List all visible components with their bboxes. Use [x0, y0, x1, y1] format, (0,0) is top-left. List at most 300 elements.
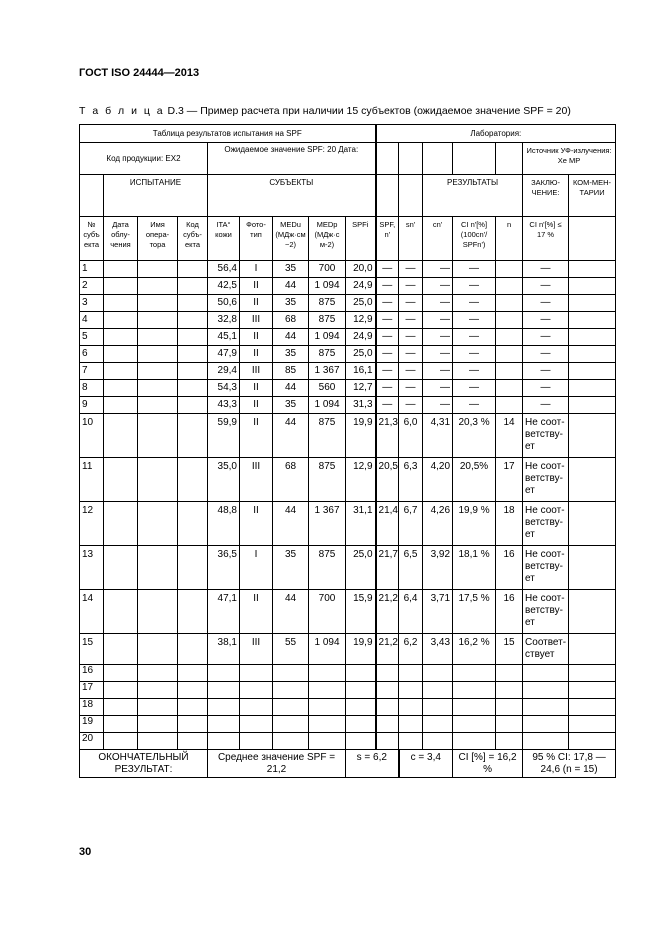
table-row — [80, 278, 616, 295]
table-row — [80, 414, 616, 458]
group-test: ИСПЫТАНИЕ — [104, 175, 208, 217]
cell-sn: — — [399, 329, 423, 346]
group-results: РЕЗУЛЬТАТЫ — [423, 175, 523, 217]
cell-num: 10 — [80, 414, 104, 458]
cell-spf: — — [376, 346, 399, 363]
cell-medp: 875 — [309, 346, 346, 363]
cell-conc: Не соот-ветству-ет — [523, 502, 569, 546]
col-date: Дата облу-чения — [104, 217, 138, 261]
cell-conc: Не соот-ветству-ет — [523, 414, 569, 458]
cell-sn: 6,5 — [399, 546, 423, 590]
cell-medp: 875 — [309, 458, 346, 502]
cell-conc: — — [523, 397, 569, 414]
cell-ci: 20,3 % — [453, 414, 496, 458]
table-row — [80, 363, 616, 380]
cell-type: II — [240, 590, 273, 634]
cell-ci: — — [453, 329, 496, 346]
cell-comment — [569, 733, 616, 750]
page-number: 30 — [79, 846, 92, 858]
cell-spfi: 25,0 — [346, 546, 376, 590]
cell-date — [104, 414, 138, 458]
table-row — [80, 380, 616, 397]
cell-medu: 44 — [273, 278, 309, 295]
cell-medp: 875 — [309, 295, 346, 312]
cell-spf: — — [376, 363, 399, 380]
cell-num: 8 — [80, 380, 104, 397]
final-confidence: 95 % CI: 17,8 — 24,6 (n = 15) — [523, 750, 616, 778]
cell-ita: 47,9 — [208, 346, 240, 363]
cell-medp: 700 — [309, 261, 346, 278]
cell-spf: — — [376, 397, 399, 414]
cell-spf — [376, 733, 399, 750]
cell-code — [178, 312, 208, 329]
cell-medp — [309, 699, 346, 716]
cell-spfi: 25,0 — [346, 346, 376, 363]
cell-code — [178, 716, 208, 733]
cell-medu — [273, 665, 309, 682]
cell-cn — [423, 665, 453, 682]
cell-cn: 3,43 — [423, 634, 453, 665]
cell-sn: — — [399, 312, 423, 329]
cell-comment — [569, 590, 616, 634]
col-n: n — [496, 217, 523, 261]
cell-n — [496, 363, 523, 380]
cell-num: 4 — [80, 312, 104, 329]
cell-sn: — — [399, 261, 423, 278]
cell-sn — [399, 699, 423, 716]
cell-operator — [138, 665, 178, 682]
cell-spfi: 15,9 — [346, 590, 376, 634]
cell-type: II — [240, 414, 273, 458]
cell-date — [104, 397, 138, 414]
cell-comment — [569, 397, 616, 414]
final-ci: CI [%] = 16,2 % — [453, 750, 523, 778]
cell-ita: 32,8 — [208, 312, 240, 329]
cell-conc — [523, 665, 569, 682]
cell-spfi: 25,0 — [346, 295, 376, 312]
cell-code — [178, 458, 208, 502]
cell-comment — [569, 312, 616, 329]
table-row — [80, 590, 616, 634]
table-row — [80, 329, 616, 346]
cell-spf: 20,5 — [376, 458, 399, 502]
cell-date — [104, 634, 138, 665]
cell-date — [104, 699, 138, 716]
cell-n — [496, 346, 523, 363]
cell-type: II — [240, 329, 273, 346]
cell-comment — [569, 414, 616, 458]
cell-spfi — [346, 699, 376, 716]
cell-comment — [569, 502, 616, 546]
cell-n — [496, 699, 523, 716]
col-cn: cn' — [423, 217, 453, 261]
cell-ita: 38,1 — [208, 634, 240, 665]
cell-ci: 20,5% — [453, 458, 496, 502]
cell-ita — [208, 682, 240, 699]
cell-type — [240, 733, 273, 750]
cell-ci: — — [453, 346, 496, 363]
cell-ci — [453, 716, 496, 733]
cell-num: 13 — [80, 546, 104, 590]
cell-medp: 1 094 — [309, 329, 346, 346]
cell-medu: 44 — [273, 414, 309, 458]
cell-ita: 45,1 — [208, 329, 240, 346]
cell-spfi: 24,9 — [346, 278, 376, 295]
cell-num: 11 — [80, 458, 104, 502]
cell-conc: — — [523, 312, 569, 329]
cell-num: 5 — [80, 329, 104, 346]
cell-comment — [569, 261, 616, 278]
cell-spf — [376, 699, 399, 716]
cell-type: III — [240, 363, 273, 380]
cell-date — [104, 295, 138, 312]
cell-date — [104, 261, 138, 278]
cell-type — [240, 699, 273, 716]
cell-code — [178, 546, 208, 590]
cell-operator — [138, 699, 178, 716]
cell-spfi: 12,9 — [346, 458, 376, 502]
cell-code — [178, 733, 208, 750]
cell-medp — [309, 665, 346, 682]
cell-operator — [138, 380, 178, 397]
cell-medu: 35 — [273, 346, 309, 363]
cell-conc — [523, 716, 569, 733]
cell-cn: — — [423, 363, 453, 380]
cell-cn: — — [423, 346, 453, 363]
cell-spf: — — [376, 278, 399, 295]
cell-sn: 6,2 — [399, 634, 423, 665]
table-row — [80, 346, 616, 363]
cell-conc: Не соот-ветству-ет — [523, 458, 569, 502]
cell-operator — [138, 329, 178, 346]
cell-spfi: 31,3 — [346, 397, 376, 414]
cell-medp: 1 367 — [309, 363, 346, 380]
cell-code — [178, 295, 208, 312]
cell-conc — [523, 682, 569, 699]
table-row — [80, 682, 616, 699]
final-result-label: ОКОНЧАТЕЛЬНЫЙ РЕЗУЛЬТАТ: — [80, 750, 208, 778]
cell-ci: — — [453, 312, 496, 329]
cell-ita: 59,9 — [208, 414, 240, 458]
cell-ita: 42,5 — [208, 278, 240, 295]
cell-medu: 85 — [273, 363, 309, 380]
cell-medu — [273, 682, 309, 699]
cell-cn: — — [423, 329, 453, 346]
cell-type: III — [240, 634, 273, 665]
cell-conc: — — [523, 380, 569, 397]
cell-comment — [569, 665, 616, 682]
cell-date — [104, 458, 138, 502]
cell-medu: 44 — [273, 380, 309, 397]
cell-conc: — — [523, 295, 569, 312]
laboratory-label: Лаборатория: — [376, 125, 616, 143]
cell-date — [104, 312, 138, 329]
cell-ita — [208, 716, 240, 733]
cell-spfi: 16,1 — [346, 363, 376, 380]
cell-date — [104, 363, 138, 380]
cell-ita: 47,1 — [208, 590, 240, 634]
table-caption — [79, 105, 571, 117]
cell-ita: 29,4 — [208, 363, 240, 380]
group-conclusion: ЗАКЛЮ-ЧЕНИЕ: — [523, 175, 569, 217]
cell-cn — [423, 682, 453, 699]
cell-conc: — — [523, 261, 569, 278]
cell-ita — [208, 699, 240, 716]
cell-medp: 1 094 — [309, 397, 346, 414]
cell-sn: — — [399, 295, 423, 312]
cell-code — [178, 278, 208, 295]
results-title: Таблица результатов испытания на SPF — [80, 125, 376, 143]
cell-type: III — [240, 458, 273, 502]
cell-cn: 4,20 — [423, 458, 453, 502]
cell-operator — [138, 716, 178, 733]
cell-medp: 875 — [309, 546, 346, 590]
cell-spf: — — [376, 329, 399, 346]
cell-conc — [523, 733, 569, 750]
cell-conc: — — [523, 346, 569, 363]
cell-comment — [569, 716, 616, 733]
cell-sn: 6,7 — [399, 502, 423, 546]
col-sn: sn' — [399, 217, 423, 261]
cell-type: II — [240, 278, 273, 295]
cell-n — [496, 312, 523, 329]
cell-type: I — [240, 546, 273, 590]
cell-n: 16 — [496, 590, 523, 634]
table-row — [80, 699, 616, 716]
cell-ita: 50,6 — [208, 295, 240, 312]
cell-conc: — — [523, 363, 569, 380]
cell-date — [104, 278, 138, 295]
col-conclusion: CI n'[%] ≤ 17 % — [523, 217, 569, 261]
cell-ita: 36,5 — [208, 546, 240, 590]
final-mean-spf: Среднее значение SPF = 21,2 — [208, 750, 346, 778]
cell-cn: 4,26 — [423, 502, 453, 546]
table-row — [80, 733, 616, 750]
cell-medu — [273, 716, 309, 733]
cell-medu: 44 — [273, 329, 309, 346]
cell-code — [178, 329, 208, 346]
cell-code — [178, 261, 208, 278]
cell-medp — [309, 682, 346, 699]
cell-code — [178, 414, 208, 458]
cell-type — [240, 682, 273, 699]
cell-ci: 16,2 % — [453, 634, 496, 665]
spf-results-table — [79, 124, 616, 778]
cell-conc — [523, 699, 569, 716]
cell-operator — [138, 363, 178, 380]
cell-ci: 17,5 % — [453, 590, 496, 634]
cell-num: 16 — [80, 665, 104, 682]
cell-spf: 21,4 — [376, 502, 399, 546]
cell-operator — [138, 682, 178, 699]
cell-type: II — [240, 397, 273, 414]
cell-medu: 44 — [273, 502, 309, 546]
cell-type — [240, 716, 273, 733]
cell-spf: — — [376, 312, 399, 329]
group-comments: КОМ-МЕН-ТАРИИ — [569, 175, 616, 217]
cell-n — [496, 329, 523, 346]
cell-medu: 68 — [273, 312, 309, 329]
cell-spf: — — [376, 295, 399, 312]
cell-num: 6 — [80, 346, 104, 363]
cell-conc: — — [523, 278, 569, 295]
cell-ci — [453, 699, 496, 716]
cell-comment — [569, 699, 616, 716]
cell-comment — [569, 682, 616, 699]
cell-medp: 1 094 — [309, 634, 346, 665]
cell-code — [178, 502, 208, 546]
col-ita: ITA° кожи — [208, 217, 240, 261]
cell-ita: 48,8 — [208, 502, 240, 546]
cell-cn: 4,31 — [423, 414, 453, 458]
cell-spfi: 24,9 — [346, 329, 376, 346]
cell-code — [178, 363, 208, 380]
cell-spfi: 20,0 — [346, 261, 376, 278]
cell-conc: Соответ-ствует — [523, 634, 569, 665]
cell-sn: 6,0 — [399, 414, 423, 458]
cell-num: 19 — [80, 716, 104, 733]
caption-label: Т а б л и ц а — [79, 105, 165, 117]
cell-type: II — [240, 346, 273, 363]
cell-comment — [569, 295, 616, 312]
cell-cn — [423, 699, 453, 716]
cell-spfi: 19,9 — [346, 634, 376, 665]
cell-cn: 3,71 — [423, 590, 453, 634]
cell-ci — [453, 733, 496, 750]
product-code: Код продукции: EX2 — [80, 143, 208, 175]
cell-operator — [138, 634, 178, 665]
cell-cn: — — [423, 261, 453, 278]
cell-cn — [423, 716, 453, 733]
cell-sn: — — [399, 363, 423, 380]
cell-sn — [399, 716, 423, 733]
cell-medu: 35 — [273, 546, 309, 590]
cell-cn: — — [423, 380, 453, 397]
cell-ita: 54,3 — [208, 380, 240, 397]
cell-medu — [273, 699, 309, 716]
col-operator: Имя опера-тора — [138, 217, 178, 261]
cell-medu: 44 — [273, 590, 309, 634]
cell-sn: — — [399, 380, 423, 397]
cell-operator — [138, 261, 178, 278]
col-spfi: SPFi — [346, 217, 376, 261]
cell-operator — [138, 733, 178, 750]
cell-spf — [376, 682, 399, 699]
cell-spf: 21,2 — [376, 634, 399, 665]
cell-operator — [138, 278, 178, 295]
cell-type: III — [240, 312, 273, 329]
cell-ci: — — [453, 295, 496, 312]
cell-medp — [309, 733, 346, 750]
cell-medu: 68 — [273, 458, 309, 502]
col-phototype: Фото-тип — [240, 217, 273, 261]
cell-n: 18 — [496, 502, 523, 546]
cell-medu: 35 — [273, 261, 309, 278]
cell-n — [496, 665, 523, 682]
cell-date — [104, 346, 138, 363]
cell-comment — [569, 363, 616, 380]
cell-sn: — — [399, 278, 423, 295]
cell-comment — [569, 634, 616, 665]
cell-n — [496, 733, 523, 750]
cell-medu: 35 — [273, 397, 309, 414]
cell-code — [178, 665, 208, 682]
cell-ita: 43,3 — [208, 397, 240, 414]
cell-spf: 21,7 — [376, 546, 399, 590]
cell-conc: Не соот-ветству-ет — [523, 546, 569, 590]
table-row — [80, 716, 616, 733]
cell-operator — [138, 458, 178, 502]
cell-cn: — — [423, 397, 453, 414]
cell-code — [178, 699, 208, 716]
cell-operator — [138, 546, 178, 590]
cell-operator — [138, 397, 178, 414]
cell-spfi: 31,1 — [346, 502, 376, 546]
cell-cn: — — [423, 278, 453, 295]
cell-medp: 1 367 — [309, 502, 346, 546]
cell-spfi: 19,9 — [346, 414, 376, 458]
cell-spf: — — [376, 380, 399, 397]
final-c: c = 3,4 — [399, 750, 453, 778]
cell-ci: — — [453, 261, 496, 278]
cell-ita: 35,0 — [208, 458, 240, 502]
cell-n — [496, 397, 523, 414]
table-row — [80, 261, 616, 278]
cell-type: II — [240, 380, 273, 397]
cell-n — [496, 278, 523, 295]
cell-cn: — — [423, 295, 453, 312]
cell-medp: 700 — [309, 590, 346, 634]
cell-n: 14 — [496, 414, 523, 458]
cell-sn — [399, 733, 423, 750]
col-medp: MEDp (МДж·с м-2) — [309, 217, 346, 261]
final-s: s = 6,2 — [346, 750, 399, 778]
cell-sn: — — [399, 397, 423, 414]
cell-conc: Не соот-ветству-ет — [523, 590, 569, 634]
cell-ci: 18,1 % — [453, 546, 496, 590]
cell-medu: 55 — [273, 634, 309, 665]
cell-num: 18 — [80, 699, 104, 716]
caption-text: D.3 — Пример расчета при наличии 15 субъектов (ожидаемое значение SPF = 20) — [164, 105, 571, 117]
cell-date — [104, 329, 138, 346]
cell-date — [104, 733, 138, 750]
table-row — [80, 634, 616, 665]
cell-date — [104, 546, 138, 590]
cell-code — [178, 380, 208, 397]
cell-comment — [569, 458, 616, 502]
table-row — [80, 665, 616, 682]
cell-num: 7 — [80, 363, 104, 380]
cell-ci: 19,9 % — [453, 502, 496, 546]
cell-type — [240, 665, 273, 682]
col-ci: CI n'[%] (100cn'/ SPFn') — [453, 217, 496, 261]
cell-comment — [569, 346, 616, 363]
cell-n: 16 — [496, 546, 523, 590]
cell-medp: 560 — [309, 380, 346, 397]
expected-spf: Ожидаемое значение SPF: 20 Дата: — [208, 143, 376, 175]
cell-spfi — [346, 665, 376, 682]
cell-spf: 21,2 — [376, 590, 399, 634]
table-row — [80, 502, 616, 546]
cell-spfi — [346, 733, 376, 750]
cell-n — [496, 716, 523, 733]
cell-ita — [208, 665, 240, 682]
cell-operator — [138, 295, 178, 312]
cell-operator — [138, 312, 178, 329]
cell-num: 15 — [80, 634, 104, 665]
cell-date — [104, 380, 138, 397]
cell-num: 9 — [80, 397, 104, 414]
